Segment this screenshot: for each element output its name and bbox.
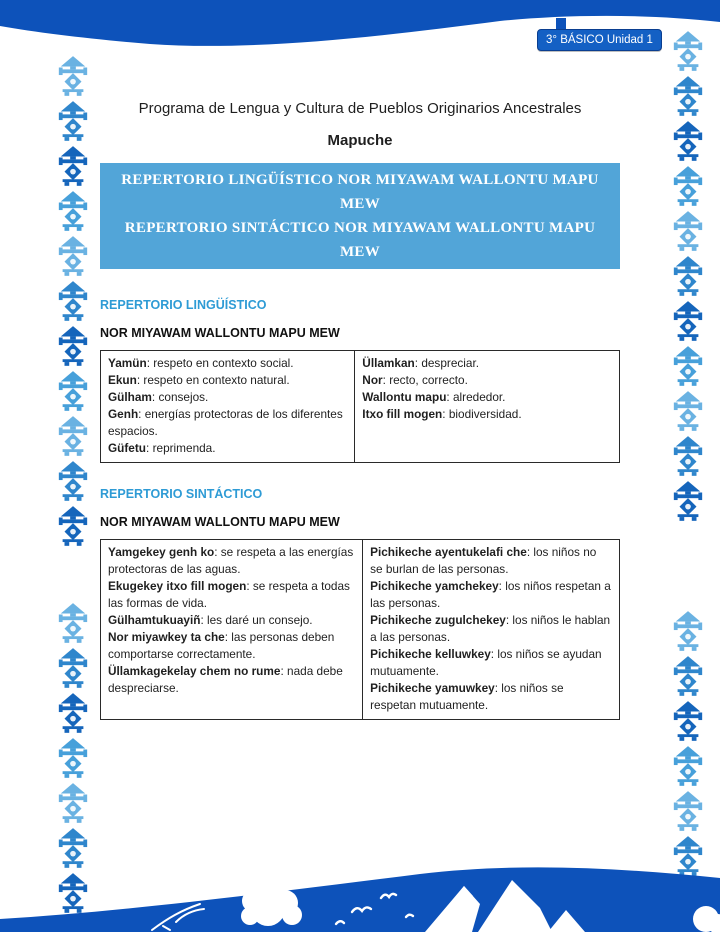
section-heading-linguistico: REPERTORIO LINGÜÍSTICO: [100, 298, 267, 312]
vocab-entry: [362, 355, 612, 372]
page-title: Programa de Lengua y Cultura de Pueblos Originarios Ancestrales: [138, 100, 582, 117]
totem-motif-icon: [56, 235, 90, 277]
phrase-entry: [370, 612, 612, 646]
separator: :: [146, 441, 153, 455]
right-border-pattern-top: [670, 30, 706, 522]
term: Üllamkagekelay chem no rume: [108, 664, 281, 678]
term: Gülham: [108, 390, 152, 404]
phrase-entry: [370, 578, 612, 612]
page-subtitle: Mapuche: [327, 132, 393, 149]
totem-motif-icon: [56, 692, 90, 734]
totem-motif-icon: [56, 100, 90, 142]
separator: :: [494, 681, 502, 695]
separator: :: [136, 373, 144, 387]
repertoire-banner: [100, 163, 620, 269]
separator: :: [446, 390, 453, 404]
totem-motif-icon: [56, 190, 90, 232]
totem-motif-icon: [671, 700, 705, 742]
phrase-entry: [108, 612, 355, 629]
totem-motif-icon: [671, 300, 705, 342]
term: Pichikeche yamuwkey: [370, 681, 495, 695]
left-border-pattern-top: [55, 55, 91, 547]
separator: :: [280, 664, 288, 678]
definition: los niños no se burlan de las personas.: [370, 545, 597, 576]
separator: :: [146, 356, 154, 370]
term: Pichikeche yamchekey: [370, 579, 499, 593]
definition: las personas deben comportarse correctamente.: [108, 630, 335, 661]
totem-motif-icon: [671, 655, 705, 697]
definition: los niños se respetan mutuamente.: [370, 681, 564, 712]
linguistic-table-right-cell: [355, 351, 620, 463]
phrase-entry: [108, 578, 355, 612]
separator: :: [246, 579, 253, 593]
wave-icon: [0, 867, 720, 932]
totem-motif-icon: [671, 390, 705, 432]
totem-motif-icon: [56, 370, 90, 412]
definition: respeto en contexto social.: [153, 356, 294, 370]
banner-line-2: REPERTORIO SINTÁCTICO NOR MIYAWAM WALLONTU MAPU MEW: [124, 220, 596, 260]
separator: :: [526, 545, 534, 559]
term: Ekugekey itxo fill mogen: [108, 579, 247, 593]
totem-motif-icon: [56, 647, 90, 689]
term: Nor miyawkey ta che: [108, 630, 225, 644]
vocab-entry: [108, 406, 347, 440]
definition: reprimenda.: [152, 441, 216, 455]
phrase-entry: [370, 680, 612, 714]
vocab-entry: [362, 389, 612, 406]
phrase-entry: [108, 629, 355, 663]
phrase-entry: [370, 646, 612, 680]
totem-motif-icon: [671, 165, 705, 207]
totem-motif-icon: [56, 505, 90, 547]
separator: :: [490, 647, 498, 661]
term: Gülhamtukuayiñ: [108, 613, 201, 627]
phrase-entry: [370, 544, 612, 578]
definition: los niños se ayudan mutuamente.: [370, 647, 602, 678]
tree-icon: [241, 883, 302, 926]
totem-motif-icon: [56, 737, 90, 779]
totem-motif-icon: [671, 255, 705, 297]
section-subheading-linguistico: NOR MIYAWAM WALLONTU MAPU MEW: [100, 326, 340, 340]
definition: biodiversidad.: [448, 407, 522, 421]
term: Yamgekey genh ko: [108, 545, 215, 559]
definition: los niños le hablan a las personas.: [370, 613, 611, 644]
term: Pichikeche ayentukelafi che: [370, 545, 527, 559]
totem-motif-icon: [671, 345, 705, 387]
separator: :: [200, 613, 207, 627]
definition: consejos.: [158, 390, 209, 404]
totem-motif-icon: [671, 745, 705, 787]
table-row: [101, 351, 620, 463]
definition: respeto en contexto natural.: [143, 373, 290, 387]
totem-motif-icon: [671, 210, 705, 252]
badge-label: 3° BÁSICO Unidad 1: [546, 34, 653, 46]
totem-motif-icon: [671, 120, 705, 162]
separator: :: [224, 630, 232, 644]
separator: :: [151, 390, 159, 404]
vocab-entry: [362, 406, 612, 423]
separator: :: [442, 407, 449, 421]
separator: :: [505, 613, 513, 627]
totem-motif-icon: [56, 602, 90, 644]
separator: :: [498, 579, 506, 593]
totem-motif-icon: [56, 55, 90, 97]
document-content: [100, 0, 620, 720]
definition: despreciar.: [421, 356, 480, 370]
separator: :: [382, 373, 390, 387]
phrase-entry: [108, 544, 355, 578]
section-subheading-sintactico: NOR MIYAWAM WALLONTU MAPU MEW: [100, 515, 340, 529]
term: Itxo fill mogen: [362, 407, 443, 421]
term: Güfetu: [108, 441, 147, 455]
term: Wallontu mapu: [362, 390, 447, 404]
separator: :: [214, 545, 221, 559]
totem-motif-icon: [56, 325, 90, 367]
totem-motif-icon: [671, 610, 705, 652]
vocab-entry: [108, 440, 347, 457]
definition: alrededor.: [452, 390, 506, 404]
vocab-entry: [108, 355, 347, 372]
term: Yamün: [108, 356, 147, 370]
totem-motif-icon: [56, 460, 90, 502]
totem-motif-icon: [56, 145, 90, 187]
totem-motif-icon: [671, 75, 705, 117]
term: Ekun: [108, 373, 137, 387]
totem-motif-icon: [671, 480, 705, 522]
phrase-entry: [108, 663, 355, 697]
term: Nor: [362, 373, 383, 387]
syntactic-table: [100, 539, 620, 720]
separator: :: [138, 407, 145, 421]
section-heading-sintactico: REPERTORIO SINTÁCTICO: [100, 487, 263, 501]
term: Pichikeche zugulchekey: [370, 613, 506, 627]
syntactic-table-left-cell: [101, 540, 363, 720]
vocab-entry: [362, 372, 612, 389]
definition: los niños respetan a las personas.: [370, 579, 611, 610]
vocab-entry: [108, 372, 347, 389]
footer-landscape: [0, 812, 720, 932]
syntactic-table-right-cell: [363, 540, 620, 720]
totem-motif-icon: [56, 280, 90, 322]
definition: recto, correcto.: [389, 373, 468, 387]
linguistic-table: [100, 350, 620, 463]
term: Pichikeche kelluwkey: [370, 647, 491, 661]
linguistic-table-left-cell: [101, 351, 355, 463]
term: Üllamkan: [362, 356, 415, 370]
totem-motif-icon: [671, 30, 705, 72]
definition: se respeta a las energías protectoras de las aguas.: [108, 545, 354, 576]
table-row: [101, 540, 620, 720]
totem-motif-icon: [56, 415, 90, 457]
definition: energías protectoras de los diferentes espacios.: [108, 407, 343, 438]
definition: se respeta a todas las formas de vida.: [108, 579, 350, 610]
banner-line-1: REPERTORIO LINGÜÍSTICO NOR MIYAWAM WALLONTU MAPU MEW: [121, 172, 599, 212]
separator: :: [414, 356, 422, 370]
definition: nada debe despreciarse.: [108, 664, 343, 695]
vocab-entry: [108, 389, 347, 406]
definition: les daré un consejo.: [207, 613, 313, 627]
totem-motif-icon: [671, 435, 705, 477]
term: Genh: [108, 407, 139, 421]
